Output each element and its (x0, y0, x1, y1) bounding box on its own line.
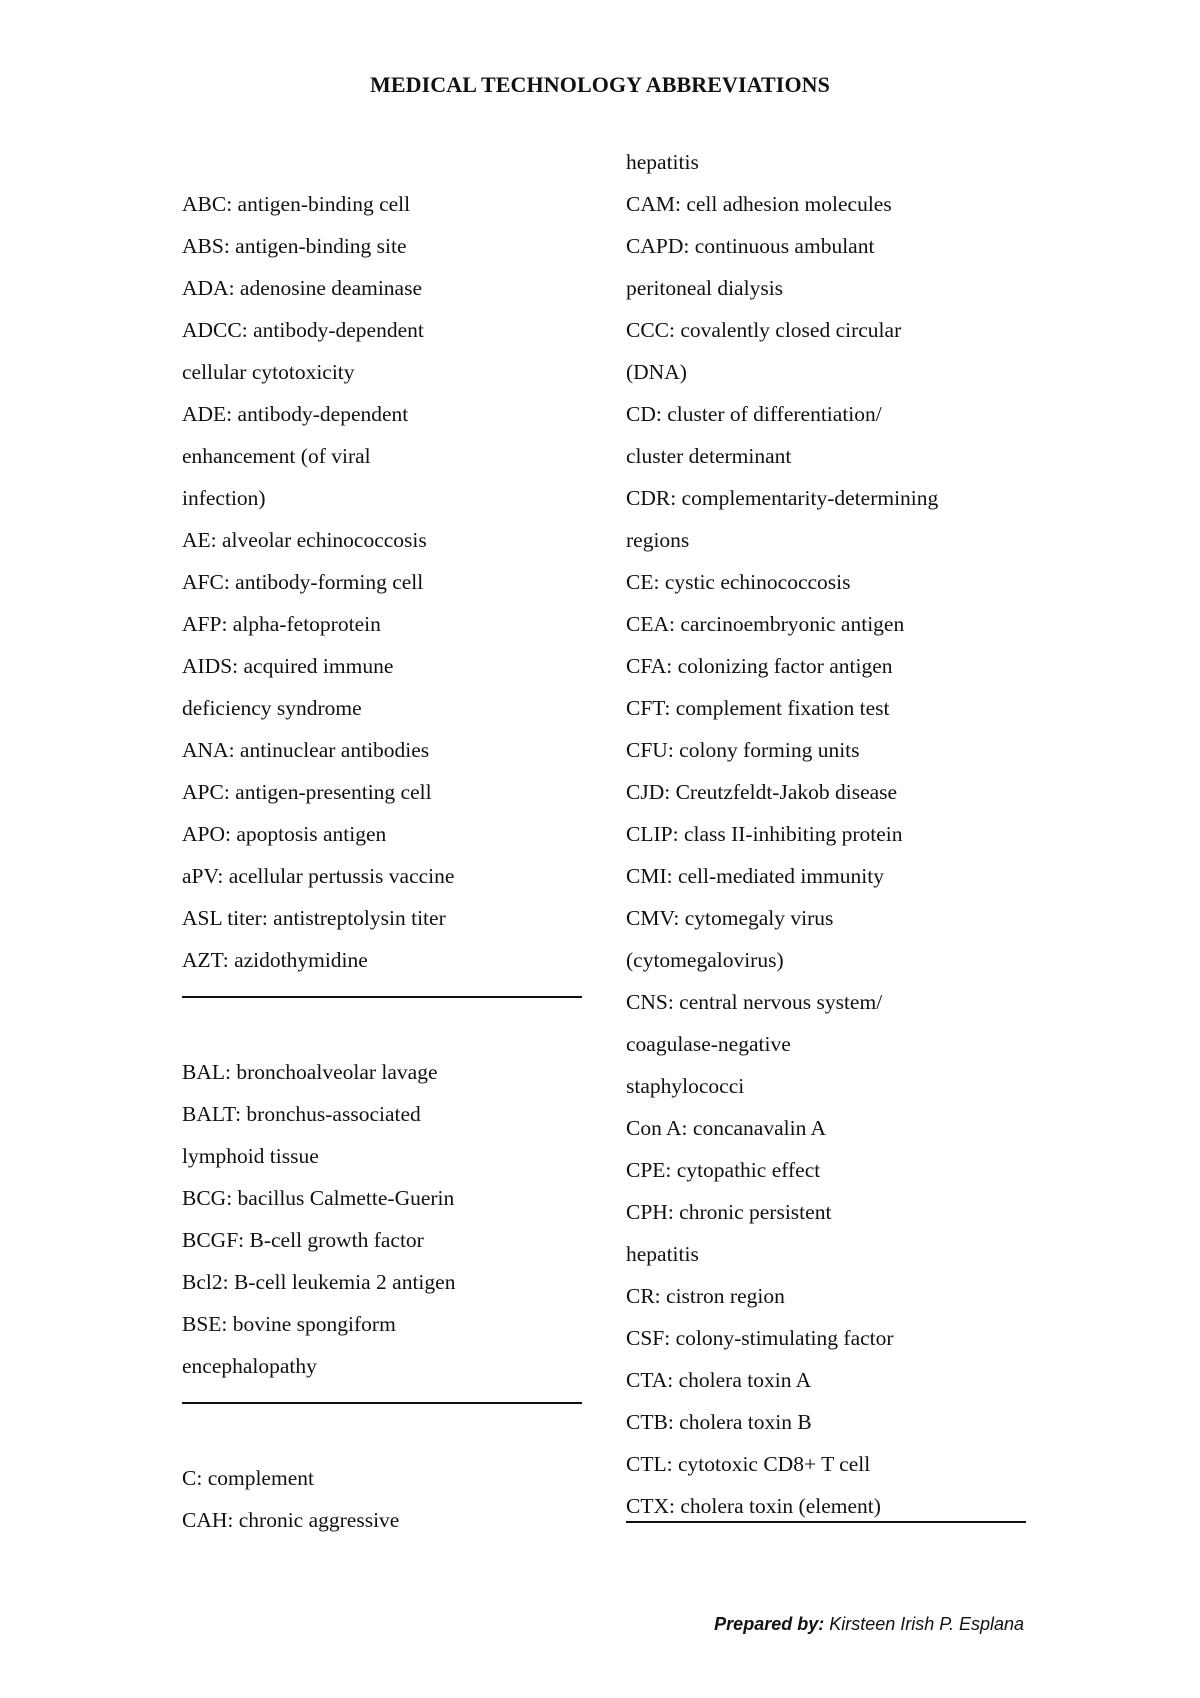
abbreviation-line: peritoneal dialysis (626, 276, 784, 300)
abbreviation-line: BSE: bovine spongiform (182, 1312, 396, 1336)
abbreviation-line: BALT: bronchus-associated (182, 1102, 421, 1126)
abbreviation-line: C: complement (182, 1466, 314, 1490)
abbreviation-line: staphylococci (626, 1074, 745, 1098)
abbreviation-line: CLIP: class II-inhibiting protein (626, 822, 903, 846)
abbreviation-line: CAPD: continuous ambulant (626, 234, 875, 258)
abbreviation-line: CNS: central nervous system/ (626, 990, 883, 1014)
abbreviation-line: ABS: antigen-binding site (182, 234, 407, 258)
abbreviation-line: AE: alveolar echinococcosis (182, 528, 427, 552)
abbreviation-line: aPV: acellular pertussis vaccine (182, 864, 455, 888)
section-divider (182, 981, 582, 1009)
abbreviation-line: infection) (182, 486, 266, 510)
spacer (182, 1415, 582, 1457)
abbreviation-line: CMI: cell-mediated immunity (626, 864, 884, 888)
abbreviation-line: coagulase-negative (626, 1032, 791, 1056)
abbreviation-line: CDR: complementarity-determining (626, 486, 939, 510)
right-column (626, 141, 1026, 1527)
spacer (182, 1009, 582, 1051)
abbreviation-line: CMV: cytomegaly virus (626, 906, 834, 930)
abbreviation-line: AFC: antibody-forming cell (182, 570, 424, 594)
abbreviation-line: BAL: bronchoalveolar lavage (182, 1060, 438, 1084)
abbreviation-line: AZT: azidothymidine (182, 948, 368, 972)
abbreviation-line: cellular cytotoxicity (182, 360, 355, 384)
abbreviation-line: AIDS: acquired immune (182, 654, 394, 678)
spacer (182, 141, 582, 183)
abbreviation-line: CFU: colony forming units (626, 738, 860, 762)
abbreviation-line: CPE: cytopathic effect (626, 1158, 821, 1182)
abbreviation-line: regions (626, 528, 690, 552)
abbreviation-line: cluster determinant (626, 444, 792, 468)
abbreviation-line: APC: antigen-presenting cell (182, 780, 432, 804)
abbreviation-line: APO: apoptosis antigen (182, 822, 387, 846)
abbreviation-line: CE: cystic echinococcosis (626, 570, 851, 594)
page-title: MEDICAL TECHNOLOGY ABBREVIATIONS (369, 72, 830, 97)
abbreviation-line: CEA: carcinoembryonic antigen (626, 612, 905, 636)
abbreviation-line: (cytomegalovirus) (626, 948, 784, 972)
footer-credit (714, 1614, 1024, 1635)
abbreviation-line: CJD: Creutzfeldt-Jakob disease (626, 780, 898, 804)
abbreviation-line: ADA: adenosine deaminase (182, 276, 423, 300)
abbreviation-line: CPH: chronic persistent (626, 1200, 832, 1224)
abbreviation-line: CAH: chronic aggressive (182, 1508, 400, 1532)
footer-name: Kirsteen Irish P. Esplana (824, 1614, 1024, 1634)
abbreviation-line: CTB: cholera toxin B (626, 1410, 812, 1434)
abbreviation-line: Bcl2: B-cell leukemia 2 antigen (182, 1270, 456, 1294)
footer-label: Prepared by: (714, 1614, 825, 1634)
abbreviation-line: ANA: antinuclear antibodies (182, 738, 430, 762)
abbreviation-line: hepatitis (626, 150, 699, 174)
abbreviation-line: encephalopathy (182, 1354, 317, 1378)
abbreviation-line: CCC: covalently closed circular (626, 318, 902, 342)
abbreviation-line: BCG: bacillus Calmette-Guerin (182, 1186, 455, 1210)
abbreviation-line: ADCC: antibody-dependent (182, 318, 424, 342)
abbreviation-line: ADE: antibody-dependent (182, 402, 409, 426)
abbreviation-line: hepatitis (626, 1242, 699, 1266)
abbreviation-line: (DNA) (626, 360, 687, 384)
abbreviation-line: CTA: cholera toxin A (626, 1368, 812, 1392)
section-divider (182, 1387, 582, 1415)
abbreviation-line: CTL: cytotoxic CD8+ T cell (626, 1452, 871, 1476)
abbreviation-line: deficiency syndrome (182, 696, 362, 720)
abbreviation-line: ASL titer: antistreptolysin titer (182, 906, 446, 930)
abbreviation-line: CR: cistron region (626, 1284, 785, 1308)
abbreviation-line: ABC: antigen-binding cell (182, 192, 411, 216)
abbreviation-line: CAM: cell adhesion molecules (626, 192, 892, 216)
abbreviation-line: CTX: cholera toxin (element) (626, 1485, 1026, 1527)
abbreviation-line: CSF: colony-stimulating factor (626, 1326, 894, 1350)
abbreviation-line: BCGF: B-cell growth factor (182, 1228, 424, 1252)
abbreviation-line: Con A: concanavalin A (626, 1116, 827, 1140)
abbreviation-line: CFA: colonizing factor antigen (626, 654, 893, 678)
left-column (182, 141, 582, 1541)
abbreviation-line: lymphoid tissue (182, 1144, 319, 1168)
abbreviation-line: CD: cluster of differentiation/ (626, 402, 882, 426)
abbreviation-line: enhancement (of viral (182, 444, 371, 468)
abbreviation-line: CFT: complement fixation test (626, 696, 890, 720)
abbreviation-line: AFP: alpha-fetoprotein (182, 612, 381, 636)
